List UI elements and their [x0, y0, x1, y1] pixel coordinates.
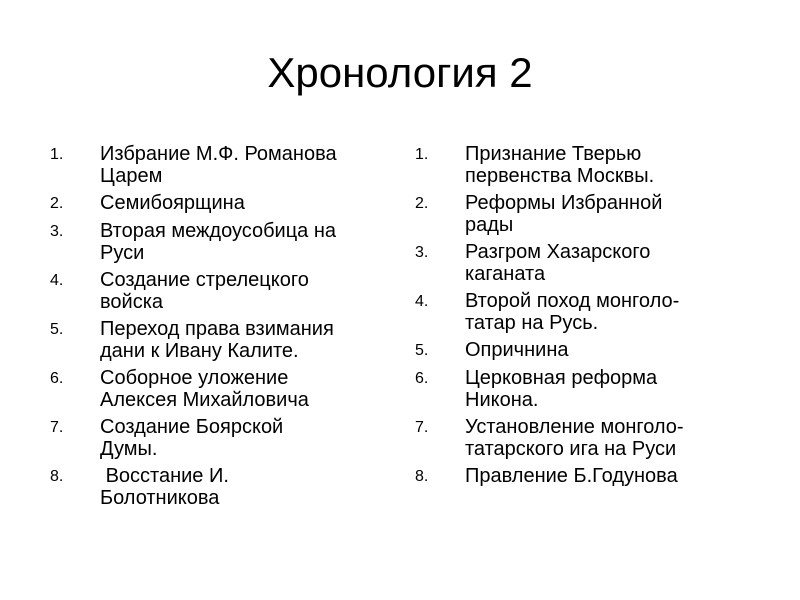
- list-item: [50, 318, 395, 362]
- item-text: Семибоярщина: [100, 192, 245, 214]
- item-text: Церковная реформа Никона.: [465, 367, 658, 411]
- item-number: 8.: [50, 468, 64, 485]
- item-text: Разгром Хазарского каганата: [465, 241, 651, 285]
- item-text: Установление монголо- татарского ига на Руси: [465, 416, 684, 460]
- list-item: [415, 192, 755, 236]
- item-number: 7.: [415, 419, 429, 436]
- left-list: [50, 143, 395, 514]
- item-number: 6.: [50, 370, 64, 387]
- list-item: [415, 339, 755, 362]
- list-item: [50, 367, 395, 411]
- item-number: 3.: [50, 223, 64, 240]
- item-number: 1.: [415, 146, 429, 163]
- item-text: Реформы Избранной рады: [465, 192, 663, 236]
- list-item: [415, 290, 755, 334]
- item-number: 8.: [415, 468, 429, 485]
- slide-title: Хронология 2: [267, 49, 533, 96]
- item-number: 4.: [415, 293, 429, 310]
- right-list: [415, 143, 755, 493]
- item-number: 6.: [415, 370, 429, 387]
- list-item: [50, 143, 395, 187]
- item-text: Избрание М.Ф. Романова Царем: [100, 143, 337, 187]
- item-text: Второй поход монголо- татар на Русь.: [465, 290, 680, 334]
- list-item: [415, 143, 755, 187]
- list-item: [50, 220, 395, 264]
- item-text: Соборное уложение Алексея Михайловича: [100, 367, 309, 411]
- item-number: 7.: [50, 419, 64, 436]
- list-item: [50, 269, 395, 313]
- item-text: Создание Боярской Думы.: [100, 416, 284, 460]
- list-item: [50, 465, 395, 509]
- item-text: Вторая междоусобица на Руси: [100, 220, 337, 264]
- item-text: Создание стрелецкого войска: [100, 269, 309, 313]
- item-number: 3.: [415, 244, 429, 261]
- list-item: [50, 192, 395, 215]
- list-item: [415, 416, 755, 460]
- item-number: 1.: [50, 146, 64, 163]
- item-number: 5.: [415, 342, 429, 359]
- item-number: 2.: [50, 195, 64, 212]
- item-number: 4.: [50, 272, 64, 289]
- item-text: Переход права взимания дани к Ивану Калите.: [100, 318, 334, 362]
- list-item: [50, 416, 395, 460]
- item-text: Признание Тверью первенства Москвы.: [465, 143, 655, 187]
- list-item: [415, 465, 755, 488]
- item-text: Правление Б.Годунова: [465, 465, 678, 487]
- item-number: 2.: [415, 195, 429, 212]
- list-item: [415, 241, 755, 285]
- item-number: 5.: [50, 321, 64, 338]
- item-text: Опричнина: [465, 339, 569, 361]
- list-item: [415, 367, 755, 411]
- item-text: Восстание И. Болотникова: [100, 465, 229, 509]
